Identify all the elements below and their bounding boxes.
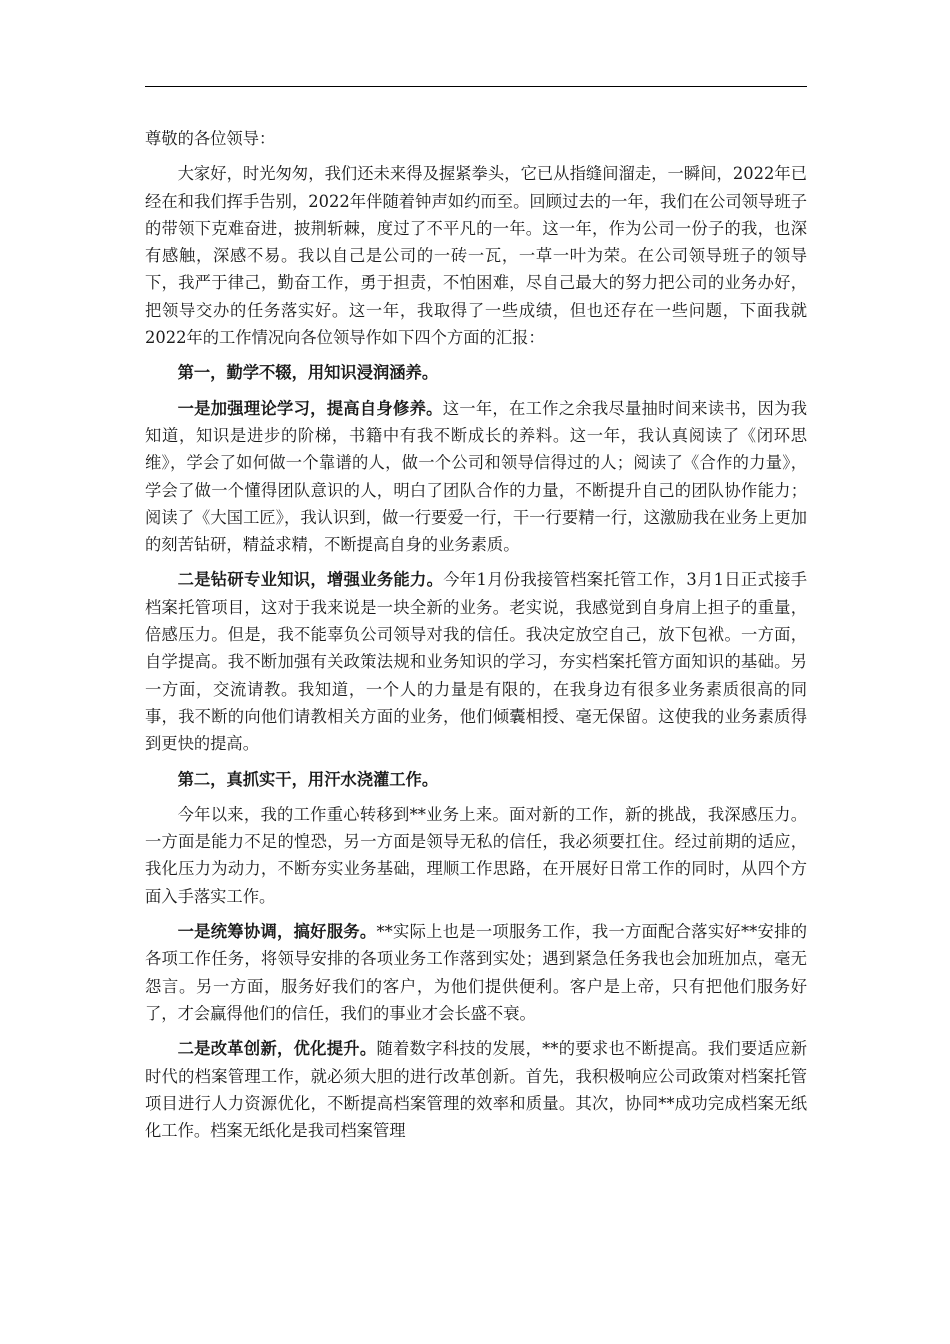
section2-paragraph-1 <box>145 918 807 1027</box>
section-heading-2: 第二，真抓实干，用汗水浇灌工作。 <box>177 769 439 789</box>
section2-paragraph-2 <box>145 1035 807 1144</box>
header-rule <box>145 86 807 87</box>
paragraph-lead: 一是统筹协调，搞好服务。 <box>177 922 377 942</box>
paragraph-body: 这一年，在工作之余我尽量抽时间来读书，因为我知道，知识是进步的阶梯，书籍中有我不断成长的养料。这一年，我认真阅读了《闭环思维》，学会了如何做一个靠谱的人，做一个公司和领导信得过的人；阅读了《合作的力量》，学会了做一个懂得团队意识的人，明白了团队合作的力量，不断提升自己的团队协作能力；阅读了《大国工匠》，我认识到，做一行要爱一行，干一行要精一行，这激励我在业务上更加的刻苦钻研，精益求精，不断提高自身的业务素质。 <box>145 398 807 555</box>
section1-paragraph-1 <box>145 395 807 559</box>
section1-paragraph-2 <box>145 566 807 757</box>
paragraph-body: **实际上也是一项服务工作，我一方面配合落实好**安排的各项工作任务，将领导安排的各项业务工作落到实处；遇到紧急任务我也会加班加点，毫无怨言。另一方面，服务好我们的客户，为他们提供便利。客户是上帝，只有把他们服务好了，才会赢得他们的信任，我们的事业才会长盛不衰。 <box>145 922 807 1023</box>
paragraph-body: 今年1月份我接管档案托管工作，3月1日正式接手档案托管项目，这对于我来说是一块全新的业务。老实说，我感觉到自身肩上担子的重量，倍感压力。但是，我不能辜负公司领导对我的信任。我决定放空自己，放下包袱。一方面，自学提高。我不断加强有关政策法规和业务知识的学习，夯实档案托管方面知识的基础。另一方面，交流请教。我知道，一个人的力量是有限的，在我身边有很多业务素质很高的同事，我不断的向他们请教相关方面的业务，他们倾囊相授、毫无保留。这使我的业务素质得到更快的提高。 <box>145 570 807 754</box>
paragraph-lead: 二是钻研专业知识，增强业务能力。 <box>177 570 444 590</box>
salutation: 尊敬的各位领导： <box>145 129 276 148</box>
paragraph-lead: 一是加强理论学习，提高自身修养。 <box>177 398 443 418</box>
section2-intro-paragraph: 今年以来，我的工作重心转移到**业务上来。面对新的工作，新的挑战，我深感压力。一方面是能力不足的惶恐，另一方面是领导无私的信任，我必须要扛住。经过前期的适应，我化压力为动力，不断夯实业务基础，理顺工作思路，在开展好日常工作的同时，从四个方面入手落实工作。 <box>145 804 807 906</box>
document-body <box>145 125 807 1152</box>
paragraph-body: 随着数字科技的发展，**的要求也不断提高。我们要适应新时代的档案管理工作，就必须大胆的进行改革创新。首先，我积极响应公司政策对档案托管项目进行人力资源优化，不断提高档案管理的效率和质量。其次，协同**成功完成档案无纸化工作。档案无纸化是我司档案管理 <box>145 1039 807 1141</box>
paragraph-lead: 二是改革创新，优化提升。 <box>177 1039 377 1059</box>
section-heading-1: 第一，勤学不辍，用知识浸润涵养。 <box>177 363 439 383</box>
intro-paragraph: 大家好，时光匆匆，我们还未来得及握紧拳头，它已从指缝间溜走，一瞬间，2022年已经在和我们挥手告别，2022年伴随着钟声如约而至。回顾过去的一年，我们在公司领导班子的带领下克难奋进，披荆斩棘，度过了不平凡的一年。这一年，作为公司一份子的我，也深有感触，深感不易。我以自己是公司的一砖一瓦，一草一叶为荣。在公司领导班子的领导下，我严于律己，勤奋工作，勇于担责，不怕困难，尽自己最大的努力把公司的业务办好，把领导交办的任务落实好。这一年，我取得了一些成绩，但也还存在一些问题，下面我就2022年的工作情况向各位领导作如下四个方面的汇报： <box>145 164 807 348</box>
